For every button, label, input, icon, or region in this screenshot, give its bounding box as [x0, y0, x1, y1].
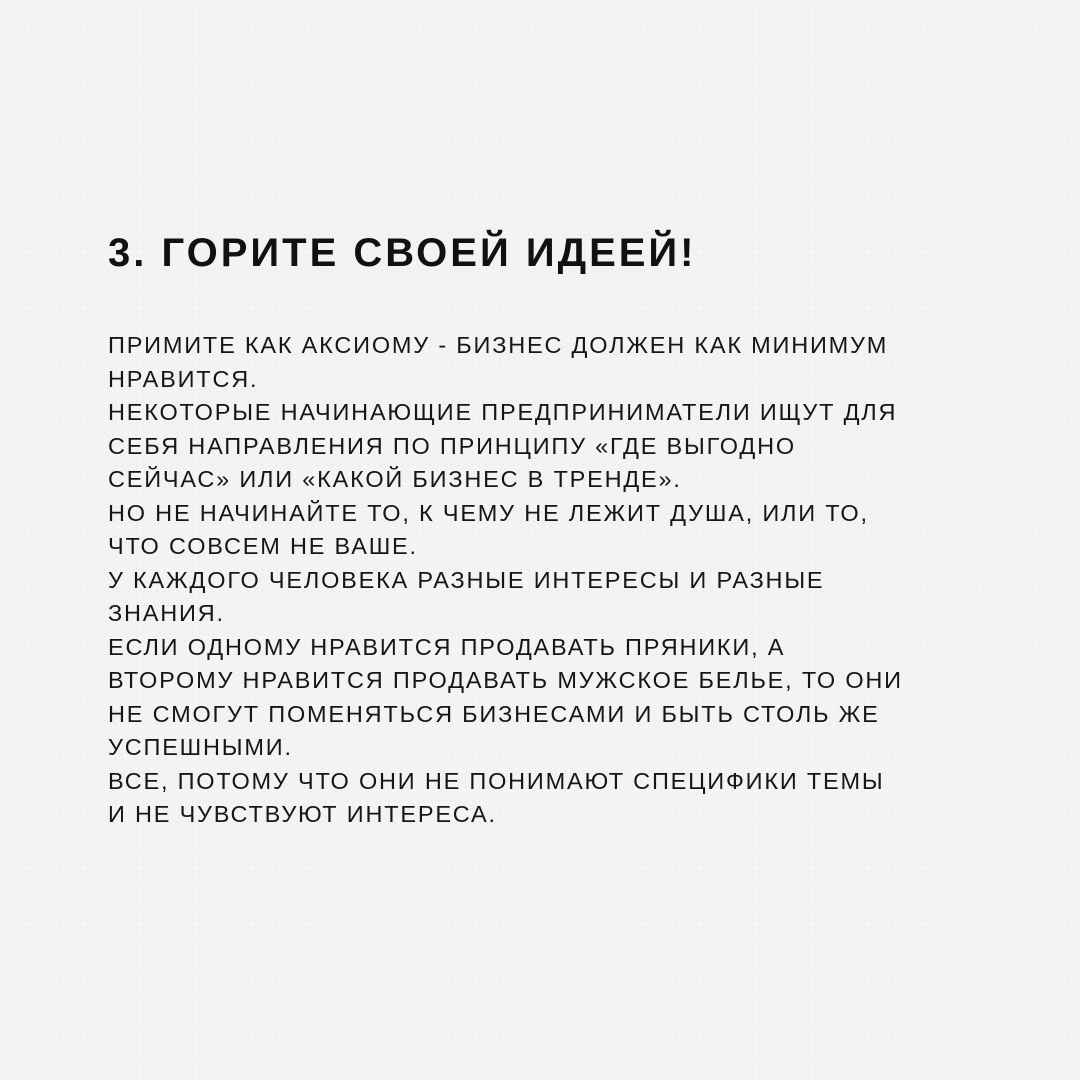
body-line: ВСЕ, ПОТОМУ ЧТО ОНИ НЕ ПОНИМАЮТ СПЕЦИФИКИ ТЕМЫ [108, 767, 885, 794]
body-line: ЕСЛИ ОДНОМУ НРАВИТСЯ ПРОДАВАТЬ ПРЯНИКИ, А [108, 633, 786, 660]
slide-content [108, 222, 1028, 832]
body-line: НРАВИТСЯ. [108, 365, 259, 392]
slide-body [108, 329, 1028, 832]
body-line: ВТОРОМУ НРАВИТСЯ ПРОДАВАТЬ МУЖСКОЕ БЕЛЬЕ, ТО ОНИ [108, 667, 903, 693]
body-line: ЗНАНИЯ. [108, 600, 225, 626]
body-line: УСПЕШНЫМИ. [108, 734, 293, 760]
body-line: СЕЙЧАС» ИЛИ «КАКОЙ БИЗНЕС В ТРЕНДЕ». [108, 466, 682, 492]
body-line: ПРИМИТЕ КАК АКСИОМУ - БИЗНЕС ДОЛЖЕН КАК МИНИМУМ [108, 332, 889, 358]
body-line: НЕКОТОРЫЕ НАЧИНАЮЩИЕ ПРЕДПРИНИМАТЕЛИ ИЩУТ ДЛЯ [108, 399, 898, 425]
body-line: НЕ СМОГУТ ПОМЕНЯТЬСЯ БИЗНЕСАМИ И БЫТЬ СТОЛЬ ЖЕ [108, 700, 880, 727]
body-line: СЕБЯ НАПРАВЛЕНИЯ ПО ПРИНЦИПУ «ГДЕ ВЫГОДНО [108, 432, 796, 459]
body-line: ЧТО СОВСЕМ НЕ ВАШЕ. [108, 533, 418, 559]
slide-title: 3. ГОРИТЕ СВОЕЙ ИДЕЕЙ! [108, 231, 697, 275]
body-line: И НЕ ЧУВСТВУЮТ ИНТЕРЕСА. [108, 801, 497, 827]
body-line: У КАЖДОГО ЧЕЛОВЕКА РАЗНЫЕ ИНТЕРЕСЫ И РАЗНЫЕ [108, 566, 825, 593]
body-line: НО НЕ НАЧИНАЙТЕ ТО, К ЧЕМУ НЕ ЛЕЖИТ ДУША, ИЛИ ТО, [108, 499, 869, 526]
